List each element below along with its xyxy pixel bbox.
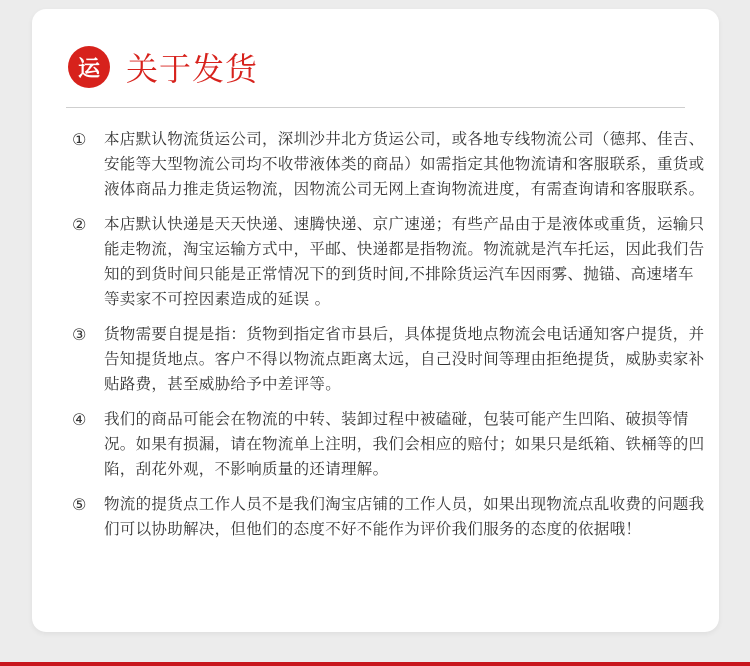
list-item bbox=[72, 127, 708, 202]
item-text: 本店默认物流货运公司，深圳沙井北方货运公司，或各地专线物流公司（德邦、佳吉、安能等大型物流公司均不收带液体类的商品）如需指定其他物流请和客服联系，重货或液体商品力推走货运物流，因物流公司无网上查询物流进度，有需查询请和客服联系。 bbox=[104, 130, 705, 198]
item-text: 本店默认快递是天天快递、速腾快递、京广速递；有些产品由于是液体或重货，运输只能走物流，淘宝运输方式中，平邮、快递都是指物流。物流就是汽车托运，因此我们告知的到货时间只能是正常情况下的到货时间,不排除货运汽车因雨雾、抛锚、高速堵车等卖家不可控因素造成的延误 。 bbox=[104, 215, 705, 308]
list-item bbox=[72, 407, 708, 482]
header-divider bbox=[66, 107, 685, 108]
bottom-accent-bar bbox=[0, 662, 750, 666]
list-item bbox=[72, 322, 708, 397]
shipping-notes-list bbox=[72, 127, 708, 552]
list-item bbox=[72, 212, 708, 312]
shipping-info-card bbox=[32, 9, 719, 632]
section-title: 关于发货 bbox=[126, 50, 259, 88]
item-number: ② bbox=[72, 215, 87, 234]
item-number: ④ bbox=[72, 410, 87, 429]
item-number: ⑤ bbox=[72, 495, 87, 514]
section-header bbox=[68, 39, 258, 95]
list-item bbox=[72, 492, 708, 542]
shipping-badge-icon: 运 bbox=[68, 46, 110, 88]
item-text: 物流的提货点工作人员不是我们淘宝店铺的工作人员，如果出现物流点乱收费的问题我们可以协助解决，但他们的态度不好不能作为评价我们服务的态度的依据哦！ bbox=[104, 495, 705, 538]
item-text: 我们的商品可能会在物流的中转、装卸过程中被磕碰，包装可能产生凹陷、破损等情况。如果有损漏，请在物流单上注明，我们会相应的赔付；如果只是纸箱、铁桶等的凹陷，刮花外观，不影响质量的还请理解。 bbox=[104, 410, 705, 478]
item-number: ① bbox=[72, 130, 87, 149]
item-number: ③ bbox=[72, 325, 87, 344]
item-text: 货物需要自提是指：货物到指定省市县后，具体提货地点物流会电话通知客户提货，并告知提货地点。客户不得以物流点距离太远，自己没时间等理由拒绝提货，威胁卖家补贴路费，甚至威胁给予中差评等。 bbox=[104, 325, 705, 393]
